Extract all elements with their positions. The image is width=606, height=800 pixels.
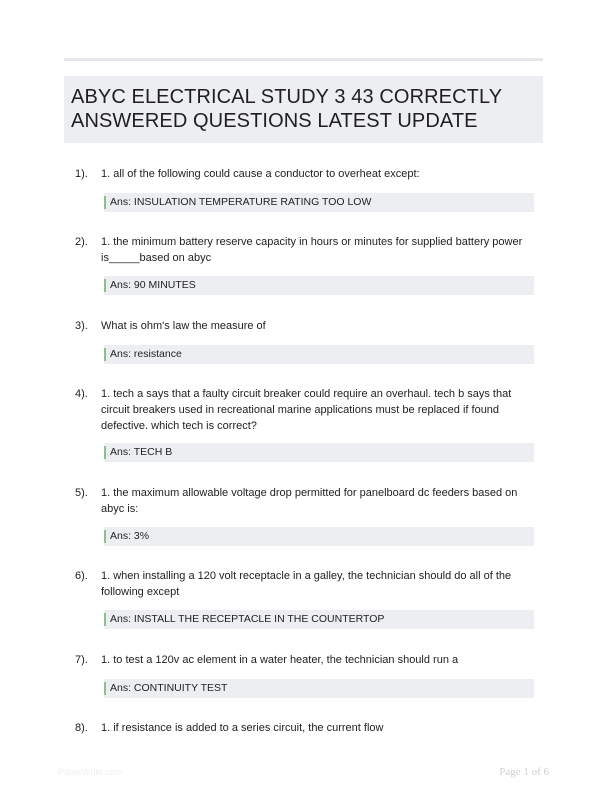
top-divider (64, 58, 543, 61)
question-number: 2). (75, 236, 88, 248)
question-number: 5). (75, 487, 88, 499)
question-text: 1. the maximum allowable voltage drop permitted for panelboard dc feeders based on abyc is: (101, 487, 518, 515)
question-text: 1. tech a says that a faulty circuit breaker could require an overhaul. tech b says that circuit breakers used in recreational marine applications must be replaced if found defective. which tech is correct? (101, 388, 512, 432)
question-number: 3). (75, 320, 88, 332)
question-number: 8). (75, 722, 88, 734)
question-text: 1. all of the following could cause a conductor to overheat except: (101, 168, 420, 180)
question-number: 6). (75, 570, 88, 582)
question-text: 1. when installing a 120 volt receptacle in a galley, the technician should do all of the following except (101, 570, 512, 598)
question-text: What is ohm's law the measure of (101, 320, 266, 332)
answer-box: Ans: INSTALL THE RECEPTACLE IN THE COUNTERTOP (104, 610, 534, 629)
answer-box: Ans: 3% (104, 527, 534, 546)
answer-box: Ans: CONTINUITY TEST (104, 679, 534, 698)
answer-box: Ans: resistance (104, 345, 534, 364)
page-indicator: Page 1 of 6 (499, 766, 549, 778)
watermark-text: PaperWrite.com (58, 767, 123, 777)
title-banner (64, 76, 543, 143)
question-number: 1). (75, 168, 88, 180)
answer-box: Ans: 90 MINUTES (104, 276, 534, 295)
question-text: 1. if resistance is added to a series circuit, the current flow (101, 722, 384, 734)
question-text: 1. the minimum battery reserve capacity in hours or minutes for supplied battery power is_____based on abyc (101, 236, 523, 264)
answer-box: Ans: INSULATION TEMPERATURE RATING TOO LOW (104, 193, 534, 212)
question-number: 7). (75, 654, 88, 666)
answer-box: Ans: TECH B (104, 443, 534, 462)
question-text: 1. to test a 120v ac element in a water heater, the technician should run a (101, 654, 459, 666)
question-number: 4). (75, 388, 88, 400)
page-title: ABYC ELECTRICAL STUDY 3 43 CORRECTLY ANSWERED QUESTIONS LATEST UPDATE (71, 86, 502, 132)
